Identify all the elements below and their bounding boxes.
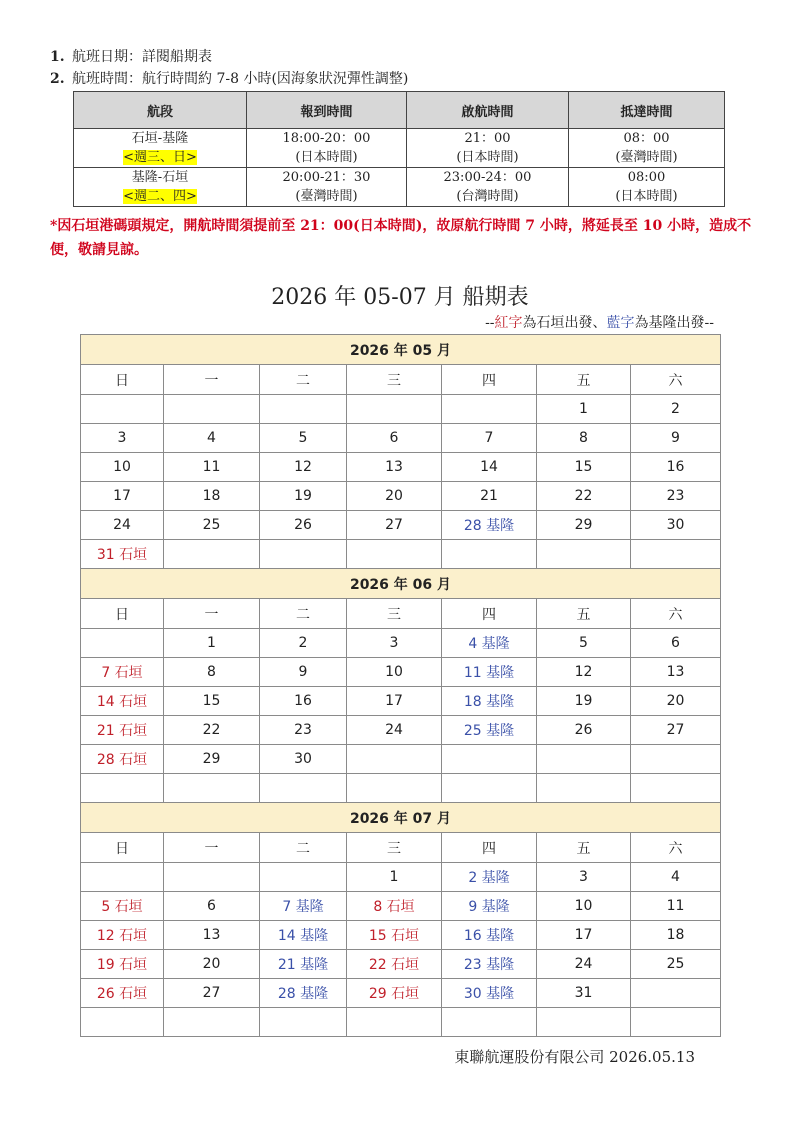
day-cell: 23 基隆 — [442, 950, 537, 979]
arrive-cell — [569, 129, 725, 168]
weekday-label: 六 — [631, 365, 721, 395]
weekday-label: 四 — [442, 599, 537, 629]
arrive-timezone: (臺灣時間) — [615, 150, 678, 165]
route-cell — [74, 168, 247, 207]
day-cell — [260, 863, 347, 892]
note-number: 1. — [50, 49, 65, 65]
day-cell: 29 — [537, 511, 631, 540]
ferry-row-ishigaki-keelung — [74, 129, 725, 168]
arrive-time: 08：00 — [623, 131, 670, 146]
weekday-label: 二 — [260, 365, 347, 395]
day-cell — [81, 774, 164, 803]
depart-cell — [407, 129, 569, 168]
day-cell: 19 — [260, 482, 347, 511]
weekday-label: 二 — [260, 599, 347, 629]
week-row — [81, 950, 721, 979]
day-cell — [347, 540, 442, 569]
day-cell: 26 石垣 — [81, 979, 164, 1008]
weekday-label: 六 — [631, 599, 721, 629]
day-cell — [164, 395, 260, 424]
depart-cell — [407, 168, 569, 207]
day-cell — [537, 774, 631, 803]
day-cell: 10 — [81, 453, 164, 482]
day-cell — [164, 774, 260, 803]
day-cell: 14 石垣 — [81, 687, 164, 716]
route-days: <週三、日> — [123, 150, 197, 165]
day-cell: 9 — [260, 658, 347, 687]
day-cell: 17 — [347, 687, 442, 716]
day-cell: 23 — [260, 716, 347, 745]
day-cell — [631, 979, 721, 1008]
day-cell — [81, 395, 164, 424]
weekday-label: 三 — [347, 599, 442, 629]
week-row — [81, 658, 721, 687]
checkin-cell — [247, 129, 407, 168]
day-cell: 28 基隆 — [260, 979, 347, 1008]
day-cell — [81, 629, 164, 658]
day-cell: 15 石垣 — [347, 921, 442, 950]
day-cell: 24 — [81, 511, 164, 540]
day-cell: 22 — [537, 482, 631, 511]
day-cell — [164, 863, 260, 892]
day-cell: 30 — [260, 745, 347, 774]
day-cell: 22 — [164, 716, 260, 745]
day-cell: 29 石垣 — [347, 979, 442, 1008]
day-cell — [260, 1008, 347, 1037]
day-cell — [537, 1008, 631, 1037]
day-cell: 27 — [347, 511, 442, 540]
day-cell: 9 基隆 — [442, 892, 537, 921]
day-cell: 16 — [631, 453, 721, 482]
depart-time: 23:00-24：00 — [443, 170, 532, 185]
day-cell: 3 — [81, 424, 164, 453]
delay-warning: *因石垣港碼頭規定，開航時間須提前至 21：00(日本時間)，故原航行時間 7 小時，將延長至 10 小時，造成不便，敬請見諒。 — [50, 218, 752, 258]
day-cell: 1 — [164, 629, 260, 658]
week-row — [81, 745, 721, 774]
day-cell: 12 — [260, 453, 347, 482]
weekday-label: 一 — [164, 599, 260, 629]
week-row — [81, 774, 721, 803]
day-cell: 16 — [260, 687, 347, 716]
ferry-header-row — [74, 92, 725, 129]
weekday-label: 三 — [347, 365, 442, 395]
month-header-row — [81, 569, 721, 599]
week-row — [81, 921, 721, 950]
day-cell: 3 — [347, 629, 442, 658]
day-cell: 10 — [347, 658, 442, 687]
day-cell: 30 基隆 — [442, 979, 537, 1008]
day-cell: 6 — [631, 629, 721, 658]
arrive-timezone: (日本時間) — [615, 189, 678, 204]
month-header-row — [81, 803, 721, 833]
month-header-row — [81, 335, 721, 365]
weekday-label: 五 — [537, 599, 631, 629]
weekday-label: 四 — [442, 365, 537, 395]
schedule-calendar — [80, 334, 721, 1037]
week-row — [81, 1008, 721, 1037]
weekday-row — [81, 365, 721, 395]
checkin-timezone: (臺灣時間) — [295, 189, 358, 204]
month-header: 2026 年 07 月 — [81, 803, 721, 833]
day-cell: 15 — [164, 687, 260, 716]
day-cell: 6 — [347, 424, 442, 453]
day-cell — [631, 540, 721, 569]
day-cell: 18 基隆 — [442, 687, 537, 716]
checkin-time: 20:00-21：30 — [282, 170, 371, 185]
day-cell: 29 — [164, 745, 260, 774]
day-cell: 24 — [537, 950, 631, 979]
day-cell — [81, 1008, 164, 1037]
day-cell — [537, 540, 631, 569]
ferry-row-keelung-ishigaki — [74, 168, 725, 207]
day-cell — [631, 774, 721, 803]
day-cell: 30 — [631, 511, 721, 540]
week-row — [81, 511, 721, 540]
day-cell: 12 — [537, 658, 631, 687]
weekday-label: 三 — [347, 833, 442, 863]
day-cell: 6 — [164, 892, 260, 921]
route-name: 石垣-基隆 — [131, 131, 189, 146]
day-cell: 25 — [631, 950, 721, 979]
day-cell — [442, 1008, 537, 1037]
week-row — [81, 424, 721, 453]
month-header: 2026 年 06 月 — [81, 569, 721, 599]
header-arrive: 抵達時間 — [569, 92, 725, 129]
legend-suffix: 為基隆出發-- — [634, 315, 714, 331]
day-cell: 27 — [631, 716, 721, 745]
legend-mid: 為石垣出發、 — [522, 315, 607, 331]
day-cell: 11 — [164, 453, 260, 482]
weekday-label: 五 — [537, 365, 631, 395]
day-cell: 24 — [347, 716, 442, 745]
checkin-cell — [247, 168, 407, 207]
day-cell: 10 — [537, 892, 631, 921]
header-depart: 啟航時間 — [407, 92, 569, 129]
note-text: 航班日期：詳閱船期表 — [72, 49, 212, 65]
checkin-time: 18:00-20：00 — [282, 131, 371, 146]
day-cell: 5 石垣 — [81, 892, 164, 921]
week-row — [81, 395, 721, 424]
day-cell: 2 — [260, 629, 347, 658]
weekday-label: 一 — [164, 365, 260, 395]
day-cell — [347, 395, 442, 424]
arrive-time: 08:00 — [627, 170, 666, 185]
day-cell — [442, 774, 537, 803]
weekday-label: 五 — [537, 833, 631, 863]
schedule-title: 2026 年 05-07 月 船期表 — [271, 285, 529, 310]
day-cell — [260, 540, 347, 569]
day-cell: 31 石垣 — [81, 540, 164, 569]
day-cell: 21 基隆 — [260, 950, 347, 979]
weekday-label: 四 — [442, 833, 537, 863]
week-row — [81, 482, 721, 511]
weekday-label: 一 — [164, 833, 260, 863]
day-cell — [631, 745, 721, 774]
day-cell: 28 石垣 — [81, 745, 164, 774]
color-legend — [485, 312, 714, 332]
day-cell: 5 — [260, 424, 347, 453]
note-text: 航班時間：航行時間約 7-8 小時(因海象狀況彈性調整) — [72, 71, 409, 87]
day-cell — [347, 745, 442, 774]
day-cell: 14 — [442, 453, 537, 482]
route-days: <週二、四> — [123, 189, 197, 204]
weekday-label: 日 — [81, 365, 164, 395]
day-cell — [347, 1008, 442, 1037]
day-cell: 17 — [81, 482, 164, 511]
week-row — [81, 687, 721, 716]
day-cell: 7 基隆 — [260, 892, 347, 921]
legend-prefix: -- — [485, 315, 495, 331]
day-cell: 14 基隆 — [260, 921, 347, 950]
day-cell: 27 — [164, 979, 260, 1008]
day-cell: 13 — [164, 921, 260, 950]
day-cell: 1 — [347, 863, 442, 892]
ferry-times-table — [73, 91, 725, 207]
day-cell: 20 — [631, 687, 721, 716]
day-cell: 11 — [631, 892, 721, 921]
arrive-cell — [569, 168, 725, 207]
day-cell — [442, 395, 537, 424]
depart-time: 21：00 — [464, 131, 511, 146]
day-cell: 4 — [631, 863, 721, 892]
note-number: 2. — [50, 71, 65, 87]
route-cell — [74, 129, 247, 168]
weekday-row — [81, 599, 721, 629]
month-header: 2026 年 05 月 — [81, 335, 721, 365]
day-cell: 8 石垣 — [347, 892, 442, 921]
day-cell: 19 石垣 — [81, 950, 164, 979]
day-cell: 28 基隆 — [442, 511, 537, 540]
notes-list — [50, 46, 408, 90]
day-cell: 17 — [537, 921, 631, 950]
day-cell: 20 — [164, 950, 260, 979]
day-cell — [537, 745, 631, 774]
day-cell: 22 石垣 — [347, 950, 442, 979]
weekday-label: 日 — [81, 599, 164, 629]
weekday-label: 六 — [631, 833, 721, 863]
day-cell — [164, 1008, 260, 1037]
day-cell: 25 — [164, 511, 260, 540]
day-cell — [442, 745, 537, 774]
day-cell: 3 — [537, 863, 631, 892]
week-row — [81, 540, 721, 569]
checkin-timezone: (日本時間) — [295, 150, 358, 165]
week-row — [81, 979, 721, 1008]
day-cell: 18 — [631, 921, 721, 950]
week-row — [81, 716, 721, 745]
day-cell — [164, 540, 260, 569]
day-cell: 19 — [537, 687, 631, 716]
day-cell — [442, 540, 537, 569]
day-cell: 26 — [260, 511, 347, 540]
day-cell: 2 — [631, 395, 721, 424]
day-cell — [260, 774, 347, 803]
day-cell: 20 — [347, 482, 442, 511]
day-cell — [631, 1008, 721, 1037]
day-cell: 8 — [164, 658, 260, 687]
route-name: 基隆-石垣 — [131, 170, 189, 185]
day-cell: 21 石垣 — [81, 716, 164, 745]
footer-company-date: 東聯航運股份有限公司 2026.05.13 — [454, 1048, 695, 1066]
day-cell: 16 基隆 — [442, 921, 537, 950]
day-cell: 13 — [347, 453, 442, 482]
note-item — [50, 46, 408, 68]
day-cell: 26 — [537, 716, 631, 745]
note-item — [50, 68, 408, 90]
week-row — [81, 453, 721, 482]
day-cell: 31 — [537, 979, 631, 1008]
day-cell: 1 — [537, 395, 631, 424]
day-cell: 23 — [631, 482, 721, 511]
day-cell: 4 — [164, 424, 260, 453]
depart-timezone: (台灣時間) — [456, 189, 519, 204]
day-cell: 25 基隆 — [442, 716, 537, 745]
week-row — [81, 629, 721, 658]
day-cell — [260, 395, 347, 424]
week-row — [81, 863, 721, 892]
depart-timezone: (日本時間) — [456, 150, 519, 165]
day-cell: 2 基隆 — [442, 863, 537, 892]
day-cell: 13 — [631, 658, 721, 687]
header-checkin: 報到時間 — [247, 92, 407, 129]
weekday-label: 日 — [81, 833, 164, 863]
day-cell: 12 石垣 — [81, 921, 164, 950]
day-cell: 9 — [631, 424, 721, 453]
day-cell — [81, 863, 164, 892]
weekday-label: 二 — [260, 833, 347, 863]
day-cell — [347, 774, 442, 803]
header-route: 航段 — [74, 92, 247, 129]
day-cell: 8 — [537, 424, 631, 453]
day-cell: 21 — [442, 482, 537, 511]
day-cell: 4 基隆 — [442, 629, 537, 658]
weekday-row — [81, 833, 721, 863]
day-cell: 5 — [537, 629, 631, 658]
day-cell: 7 — [442, 424, 537, 453]
legend-red-word: 紅字 — [494, 315, 523, 331]
day-cell: 15 — [537, 453, 631, 482]
week-row — [81, 892, 721, 921]
day-cell: 11 基隆 — [442, 658, 537, 687]
legend-blue-word: 藍字 — [606, 315, 635, 331]
day-cell: 18 — [164, 482, 260, 511]
day-cell: 7 石垣 — [81, 658, 164, 687]
